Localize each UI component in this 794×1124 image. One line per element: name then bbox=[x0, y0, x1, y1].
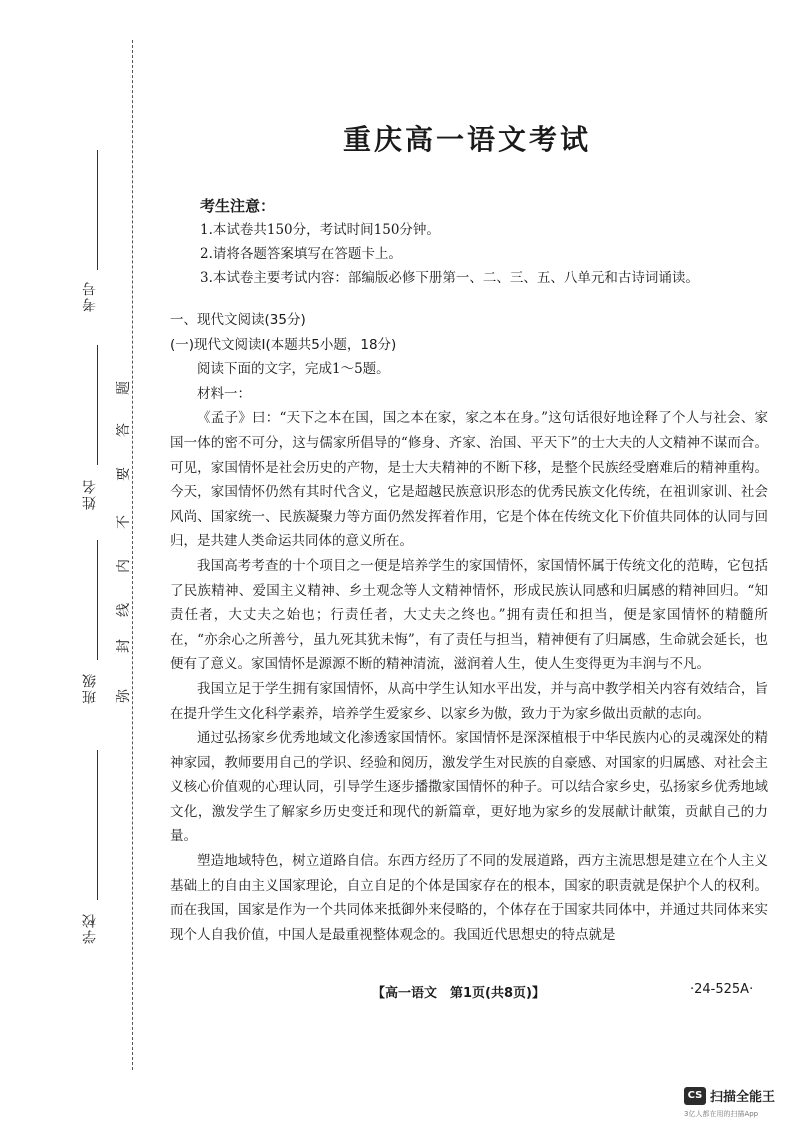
exam-number-label: 考号 bbox=[82, 280, 98, 312]
instruction-text: 阅读下面的文字，完成1～5题。 bbox=[197, 361, 390, 378]
subsection-heading: (一)现代文阅读Ⅰ(本题共5小题，18分) bbox=[170, 336, 397, 353]
seal-char: 要 bbox=[116, 467, 132, 481]
paper-code: ·24-525A· bbox=[690, 982, 754, 997]
class-line bbox=[97, 540, 98, 660]
seal-char: 答 bbox=[116, 423, 132, 437]
exam-number-line bbox=[97, 150, 98, 270]
page-footer: 【高一语文 第1页(共8页)】 bbox=[372, 986, 545, 1001]
name-label: 姓名 bbox=[82, 478, 98, 510]
material-paragraph: 塑造地域特色，树立道路自信。东西方经历了不同的发展道路，西方主流思想是建立在个人主义基础上的自由主义国家理论，自立自足的个体是国家存在的根本，国家的职责就是保护个人的权利。而在我国，国家是作为一个共同体来抵御外来侵略的，个体存在于国家共同体中，并通过共同体来实现个人自我价值，中国人是最重视整体观念的。我国近代思想史的特点就是 bbox=[170, 853, 768, 943]
section-heading: 一、现代文阅读(35分) bbox=[170, 312, 306, 328]
seal-char: 内 bbox=[116, 559, 132, 573]
notice-heading: 考生注意： bbox=[200, 197, 276, 215]
seal-char: 线 bbox=[116, 603, 132, 617]
notice-item: 2.请将各题答案填写在答题卡上。 bbox=[200, 246, 402, 262]
scanner-logo-icon: CS bbox=[684, 1087, 706, 1105]
class-label: 班级 bbox=[82, 672, 98, 704]
seal-char: 题 bbox=[116, 381, 132, 395]
material-paragraph: 我国立足于学生拥有家国情怀，从高中学生认知水平出发，并与高中教学相关内容有效结合，旨在提升学生文化科学素养，培养学生爱家乡、以家乡为傲，致力于为家乡做出贡献的志向。 bbox=[170, 680, 768, 722]
exam-notice bbox=[200, 194, 699, 290]
scanner-tagline: 3亿人都在用的扫描App bbox=[684, 1110, 759, 1118]
scanner-name: 扫描全能王 bbox=[710, 1090, 776, 1105]
scanner-watermark bbox=[684, 1085, 775, 1119]
material-label: 材料一： bbox=[197, 385, 251, 402]
reading-section bbox=[170, 308, 768, 947]
page-title: 重庆高一语文考试 bbox=[342, 123, 591, 156]
name-line bbox=[97, 345, 98, 465]
material-paragraph: 通过弘扬家乡优秀地域文化渗透家国情怀。家国情怀是深深植根于中华民族内心的灵魂深处的精神家园，教师要用自己的学识、经验和阅历，激发学生对民族的自豪感、对国家的归属感、对社会主义核心价值观的心理认同，引导学生逐步播撒家国情怀的种子。可以结合家乡史，弘扬家乡优秀地域文化，激发学生了解家乡历史变迁和现代的新篇章，更好地为家乡的发展献计献策，贡献自己的力量。 bbox=[170, 730, 768, 845]
material-paragraph: 《孟子》曰：“天下之本在国，国之本在家，家之本在身。”这句话很好地诠释了个人与社会、家国一体的密不可分，这与儒家所倡导的“修身、齐家、治国、平天下”的士大夫的人文精神不谋而合。可见，家国情怀是社会历史的产物，是士大夫精神的不断下移，是整个民族经受磨难后的精神重构。今天，家国情怀仍然有其时代含义，它是超越民族意识形态的优秀民族文化传统，在祖训家训、社会风尚、国家统一、民族凝聚力等方面仍然发挥着作用，它是个体在传统文化下价值共同体的认同与回归，是共建人类命运共同体的意义所在。 bbox=[170, 410, 768, 550]
school-label: 学校 bbox=[82, 912, 98, 944]
seal-char: 弥 bbox=[116, 689, 132, 703]
seal-char: 不 bbox=[116, 515, 132, 529]
school-line bbox=[97, 750, 98, 900]
seal-char: 封 bbox=[116, 639, 132, 653]
notice-item: 3.本试卷主要考试内容：部编版必修下册第一、二、三、五、八单元和古诗词诵读。 bbox=[200, 270, 699, 286]
notice-item: 1.本试卷共150分，考试时间150分钟。 bbox=[200, 222, 440, 238]
binding-dashed-line bbox=[132, 40, 133, 1070]
material-paragraph: 我国高考考查的十个项目之一便是培养学生的家国情怀，家国情怀属于传统文化的范畴，它包括了民族精神、爱国主义精神、乡土观念等人文精神情怀，形成民族认同感和归属感的精神回归。“知责任者，大丈夫之始也；行责任者，大丈夫之终也。”拥有责任和担当，便是家国情怀的精髓所在，“亦余心之所善兮，虽九死其犹未悔”，有了责任与担当，精神便有了归属感，生命就会延长，也便有了意义。家国情怀是源源不断的精神清流，滋润着人生，使人生变得更为丰润与不凡。 bbox=[170, 557, 768, 673]
